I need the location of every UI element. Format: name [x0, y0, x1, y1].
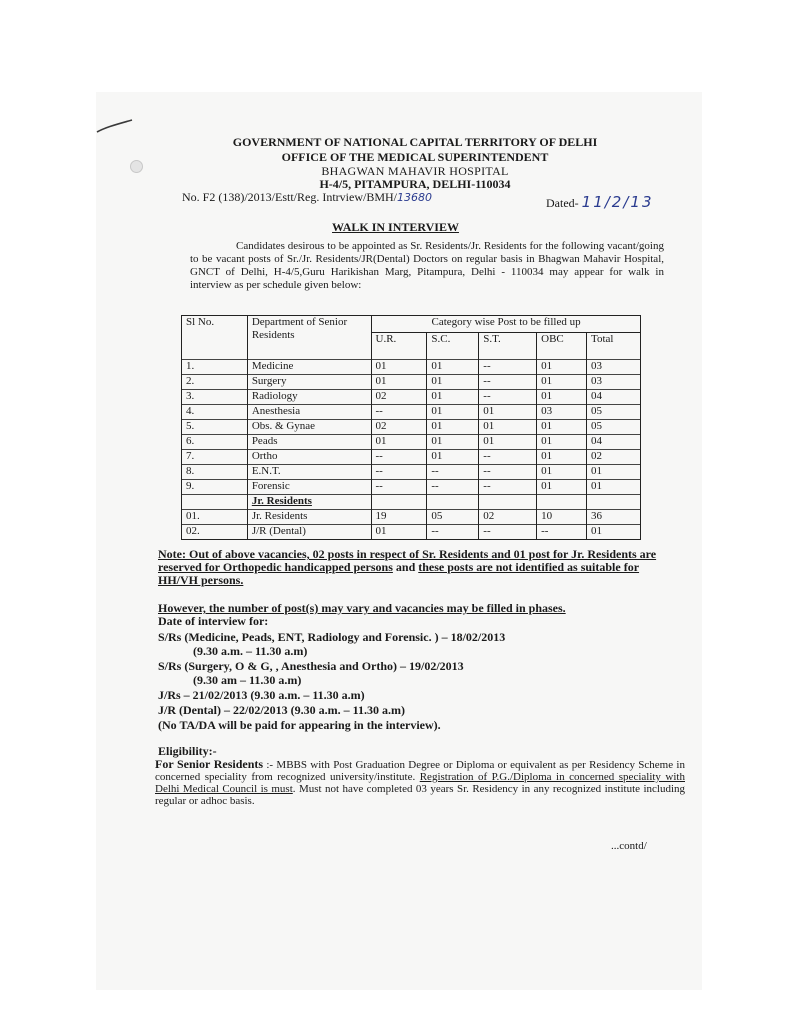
eligibility-senior-residents [155, 758, 685, 807]
table-row [182, 480, 641, 495]
cell-sl: 02. [182, 525, 248, 540]
cell-st: -- [479, 360, 537, 375]
eligibility-sr-text-end: . Must not have completed 03 years Sr. Residency in any recognized institute including regular or adhoc basis. [155, 783, 685, 807]
cell-st: -- [479, 525, 537, 540]
table-row [182, 360, 641, 375]
note-connector: and [392, 560, 419, 574]
cell-obc: 01 [537, 390, 587, 405]
cell-ur: 01 [371, 525, 427, 540]
cell-st: 01 [479, 435, 537, 450]
continued-marker: ...contd/ [611, 840, 647, 852]
header-total: Total [587, 333, 641, 360]
cell-st: 01 [479, 420, 537, 435]
cell-st: -- [479, 480, 537, 495]
cell-obc: 01 [537, 435, 587, 450]
header-ur: U.R. [371, 333, 427, 360]
table-header-row [182, 316, 641, 333]
cell-total: 01 [587, 480, 641, 495]
cell-ur: 02 [371, 390, 427, 405]
eligibility-sr-text: :- MBBS with Post Graduation Degree or Diploma or equivalent as per Residency Scheme in concerned speciality from recognized university/institute. [155, 759, 685, 783]
cell-obc: 03 [537, 405, 587, 420]
cell-obc: 01 [537, 465, 587, 480]
table-row [182, 420, 641, 435]
cell-total: 36 [587, 510, 641, 525]
intro-paragraph: Candidates desirous to be appointed as Sr. Residents/Jr. Residents for the following vacant/going to be vacant posts of Sr./Jr. Residents/JR(Dental) Doctors on regular basis in Bhagwan Mahavir Hospital, GNCT of Delhi, H-4/5,Guru Harikishan Marg, Pitampura, Delhi - 110034 may appear for walk in interview as per schedule given below: [190, 240, 664, 291]
cell-sl: 7. [182, 450, 248, 465]
cell-sc: 01 [427, 420, 479, 435]
cell-sl: 3. [182, 390, 248, 405]
cell-ur [371, 495, 427, 510]
cell-st [479, 495, 537, 510]
cell-sc: 01 [427, 405, 479, 420]
cell-obc: 01 [537, 450, 587, 465]
reference-number-handwritten: 13680 [397, 191, 432, 204]
header-category: Category wise Post to be filled up [371, 316, 640, 333]
cell-total: 04 [587, 435, 641, 450]
cell-dept: Surgery [247, 375, 371, 390]
cell-dept: Ortho [247, 450, 371, 465]
cell-ur: 02 [371, 420, 427, 435]
cell-obc: 10 [537, 510, 587, 525]
cell-st: 02 [479, 510, 537, 525]
cell-sl: 01. [182, 510, 248, 525]
dated-field [546, 193, 653, 211]
vacancy-table [181, 315, 641, 540]
cell-dept: Forensic [247, 480, 371, 495]
cell-st: -- [479, 450, 537, 465]
cell-sc: 01 [427, 375, 479, 390]
cell-sl: 5. [182, 420, 248, 435]
cell-dept: Radiology [247, 390, 371, 405]
header-government: GOVERNMENT OF NATIONAL CAPITAL TERRITORY OF DELHI [232, 135, 598, 149]
cell-ur: 19 [371, 510, 427, 525]
cell-sc: 01 [427, 435, 479, 450]
cell-ur: -- [371, 450, 427, 465]
table-row [182, 450, 641, 465]
cell-sl: 4. [182, 405, 248, 420]
table-row [182, 390, 641, 405]
cell-total: 05 [587, 405, 641, 420]
header-hospital: BHAGWAN MAHAVIR HOSPITAL [321, 164, 509, 178]
cell-st: -- [479, 375, 537, 390]
cell-total: 02 [587, 450, 641, 465]
cell-sl: 1. [182, 360, 248, 375]
table-row [182, 510, 641, 525]
cell-dept: Anesthesia [247, 405, 371, 420]
note-paragraph [158, 548, 662, 587]
cell-obc: 01 [537, 480, 587, 495]
cell-st: -- [479, 465, 537, 480]
document-title: WALK IN INTERVIEW [332, 220, 459, 234]
cell-dept: Jr. Residents [247, 510, 371, 525]
cell-obc: 01 [537, 360, 587, 375]
cell-total: 04 [587, 390, 641, 405]
header-office: OFFICE OF THE MEDICAL SUPERINTENDENT [281, 150, 549, 164]
reference-number [182, 190, 432, 205]
eligibility-heading: Eligibility:- [158, 744, 217, 758]
cell-dept: Medicine [247, 360, 371, 375]
cell-sc [427, 495, 479, 510]
dated-handwritten: 11/2/13 [581, 193, 654, 211]
header-address: H-4/5, PITAMPURA, DELHI-110034 [319, 177, 511, 191]
cell-st: -- [479, 390, 537, 405]
cell-ur: 01 [371, 375, 427, 390]
cell-obc: 01 [537, 375, 587, 390]
cell-dept: Peads [247, 435, 371, 450]
cell-sc: 01 [427, 360, 479, 375]
cell-ur: -- [371, 465, 427, 480]
header-sc: S.C. [427, 333, 479, 360]
cell-obc: -- [537, 525, 587, 540]
table-row [182, 465, 641, 480]
cell-obc [537, 495, 587, 510]
header-sl: Sl No. [182, 316, 248, 360]
punch-hole [130, 160, 143, 173]
cell-total: 01 [587, 465, 641, 480]
cell-dept: Obs. & Gynae [247, 420, 371, 435]
schedule-dental-line: J/R (Dental) – 22/02/2013 (9.30 a.m. – 11.30 a.m) [158, 703, 405, 717]
reference-number-printed: No. F2 (138)/2013/Estt/Reg. Intrview/BMH/ [182, 190, 397, 204]
however-line: However, the number of post(s) may vary and vacancies may be filled in phases. [158, 601, 566, 615]
pen-stroke-mark [96, 118, 134, 136]
schedule-jr-line: J/Rs – 21/02/2013 (9.30 a.m. – 11.30 a.m) [158, 688, 365, 702]
cell-total: 03 [587, 360, 641, 375]
cell-obc: 01 [537, 420, 587, 435]
cell-ur: 01 [371, 360, 427, 375]
schedule-sr-line-1: S/Rs (Medicine, Peads, ENT, Radiology and Forensic. ) – 18/02/2013 [158, 630, 506, 644]
cell-sl: 6. [182, 435, 248, 450]
cell-sl: 2. [182, 375, 248, 390]
cell-sl: 8. [182, 465, 248, 480]
header-obc: OBC [537, 333, 587, 360]
schedule-sr-time-1: (9.30 a.m. – 11.30 a.m) [193, 644, 308, 658]
cell-dept: J/R (Dental) [247, 525, 371, 540]
schedule-sr-time-2: (9.30 am – 11.30 a.m) [193, 673, 302, 687]
schedule-sr-line-2: S/Rs (Surgery, O & G, , Anesthesia and Ortho) – 19/02/2013 [158, 659, 464, 673]
jr-residents-heading: Jr. Residents [247, 495, 371, 510]
cell-total: 03 [587, 375, 641, 390]
cell-sc: 05 [427, 510, 479, 525]
cell-ur: -- [371, 480, 427, 495]
eligibility-registration-text: Registration of P.G./Diploma in concerned speciality with Delhi Medical Council is must [155, 771, 685, 795]
cell-sc: -- [427, 480, 479, 495]
cell-sl: 9. [182, 480, 248, 495]
cell-sc: 01 [427, 450, 479, 465]
cell-total [587, 495, 641, 510]
cell-sc: -- [427, 525, 479, 540]
note-not-suitable-text: these posts are not identified as suitable for HH/VH persons. [158, 560, 640, 587]
cell-sc: -- [427, 465, 479, 480]
dated-label: Dated- [546, 196, 579, 210]
header-department: Department of Senior Residents [247, 316, 371, 360]
table-row [182, 405, 641, 420]
header-st: S.T. [479, 333, 537, 360]
note-reserved-text: Note: Out of above vacancies, 02 posts in respect of Sr. Residents and 01 post for Jr. Residents are reserved for Orthopedic handicapped persons [158, 547, 657, 574]
table-row [182, 375, 641, 390]
cell-st: 01 [479, 405, 537, 420]
eligibility-sr-label: For Senior Residents [155, 757, 264, 771]
table-row [182, 525, 641, 540]
no-tada-line: (No TA/DA will be paid for appearing in the interview). [158, 718, 441, 732]
cell-sl [182, 495, 248, 510]
table-row [182, 435, 641, 450]
interview-date-label: Date of interview for: [158, 614, 269, 628]
cell-dept: E.N.T. [247, 465, 371, 480]
table-section-row [182, 495, 641, 510]
cell-total: 01 [587, 525, 641, 540]
cell-sc: 01 [427, 390, 479, 405]
cell-ur: -- [371, 405, 427, 420]
cell-total: 05 [587, 420, 641, 435]
cell-ur: 01 [371, 435, 427, 450]
